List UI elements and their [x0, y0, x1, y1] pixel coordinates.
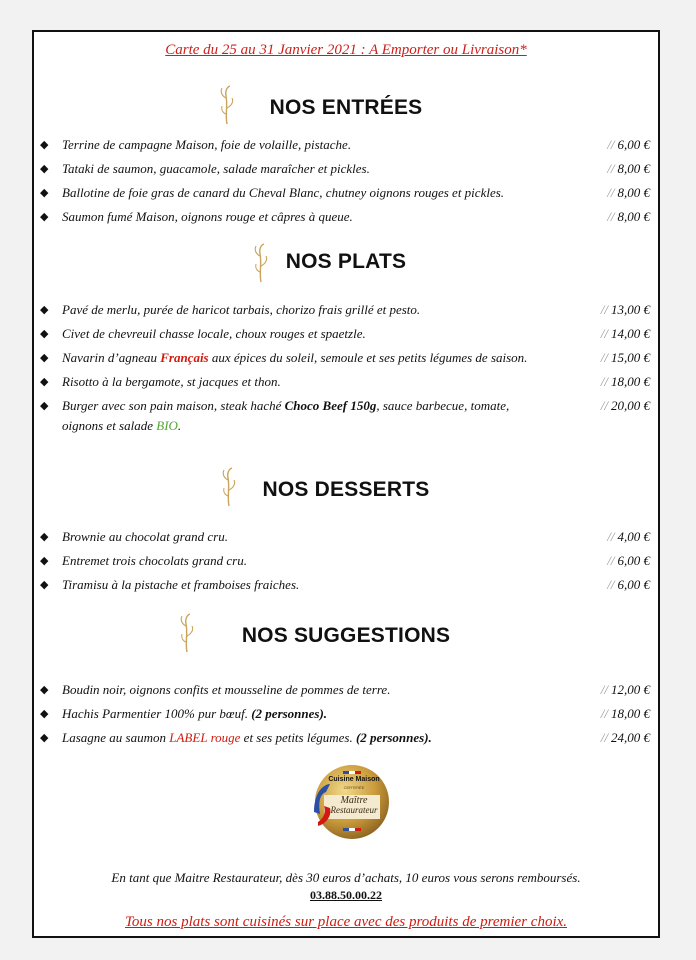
bullet-icon: ◆	[40, 400, 49, 412]
badge-line3: Maître	[340, 795, 368, 806]
maitre-restaurateur-badge	[310, 762, 390, 842]
section-title-desserts: NOS DESSERTS	[262, 478, 430, 501]
menu-page: Carte du 25 au 31 Janvier 2021 : A Emporter ou Livraison* NOS ENTRÉES ◆ Terrine de campagne Maison, foie de volaille, pistache. // 6,00 € ◆ Tataki de saumon, guacamole, salade maraîcher et pickles. // 8,00 € ◆ Ballotine de foie gras de canard du Cheval Blanc, chutney oignons rouges et pickles. // 8,00 € ◆ Saumon fumé Maison, oignons rouge et câpres à queue. // 8,00 € NOS PLATS ◆ Pavé de merlu, purée de haricot tarbais, chorizo frais grillé et pesto. // 13,00 € ◆ Civet de chevreuil chasse locale, choux rouges et spaetzle. // 14,00 € ◆ Navarin d’agneau Français aux épices du soleil, semoule et ses petits légumes de saison. // 15,00 € ◆ Risotto à la bergamote, st jacques et thon. // 18,00 € ◆ Burger avec son pain maison, steak haché Choco Beef 150g, sauce barbecue, tomate, oignons et salade BIO. // 20,00 € NOS DESSERTS ◆ Brownie au chocolat grand cru. // 4,00 € ◆ Entremet trois chocolats grand cru. // 6,00 € ◆ Tiramisu à la pistache et framboises fraiches. // 6,00 € NOS SUGGESTIONS ◆ Boudin noir, oignons confits et mousseline de pommes de terre. // 12,00 € ◆ Hachis Parmentier 100% pur bœuf. (2 personnes). // 18,00 € ◆ Lasagne au saumon LABEL rouge et ses petits légumes. (2 personnes). // 24,00 € Cuisine Maison CERTIFIÉE Maître Restaurateur En tant que Maitre Restaurateur, dès 30 euros d’achats, 10 euros vous serons remboursés. 03.88.50.00.22 Tous nos plats sont cuisinés sur place avec des produits de premier choix.	[32, 30, 660, 938]
section-title-plats: NOS PLATS	[285, 250, 407, 273]
bullet-icon: ◆	[40, 531, 49, 543]
phone-number[interactable]: 03.88.50.00.22	[310, 888, 382, 902]
bullet-icon: ◆	[40, 732, 49, 744]
badge-line4: Restaurateur	[330, 805, 378, 815]
bullet-icon: ◆	[40, 211, 49, 223]
bullet-icon: ◆	[40, 163, 49, 175]
bullet-icon: ◆	[40, 304, 49, 316]
bullet-icon: ◆	[40, 708, 49, 720]
bullet-icon: ◆	[40, 328, 49, 340]
list-item: ◆ Burger avec son pain maison, steak haché Choco Beef 150g, sauce barbecue, tomate, oignons et salade BIO. // 20,00 €	[40, 398, 650, 433]
quality-tagline: Tous nos plats sont cuisinés sur place avec des produits de premier choix.	[124, 914, 568, 930]
refund-notice: En tant que Maitre Restaurateur, dès 30 euros d’achats, 10 euros vous serons remboursés.	[111, 870, 581, 885]
badge-line2: CERTIFIÉE	[343, 785, 365, 790]
bullet-icon: ◆	[40, 139, 49, 151]
section-title-suggestions: NOS SUGGESTIONS	[241, 624, 451, 647]
bullet-icon: ◆	[40, 352, 49, 364]
section-title-entrees: NOS ENTRÉES	[269, 96, 423, 119]
menu-header: Carte du 25 au 31 Janvier 2021 : A Emporter ou Livraison*	[165, 42, 527, 58]
bullet-icon: ◆	[40, 376, 49, 388]
bullet-icon: ◆	[40, 555, 49, 567]
bullet-icon: ◆	[40, 187, 49, 199]
bullet-icon: ◆	[40, 579, 49, 591]
bullet-icon: ◆	[40, 684, 49, 696]
badge-line1: Cuisine Maison	[328, 776, 380, 783]
